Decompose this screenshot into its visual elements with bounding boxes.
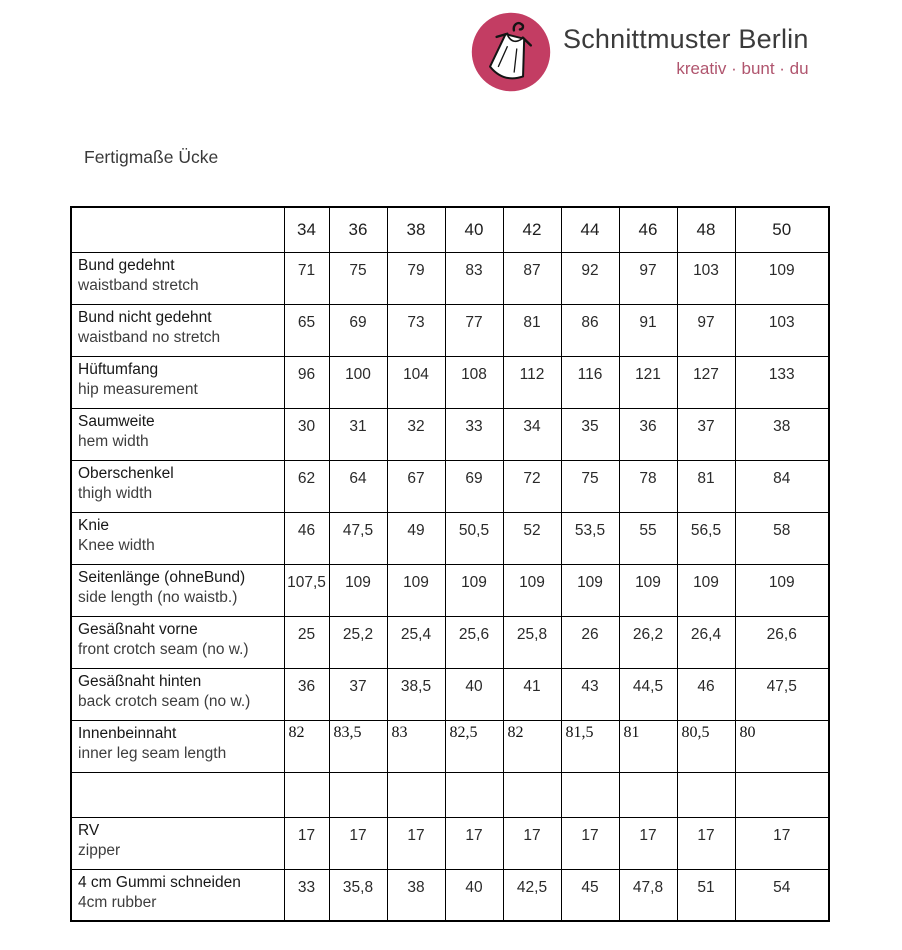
measurement-value-cell: 30	[284, 408, 329, 460]
measurement-value-cell: 17	[284, 817, 329, 869]
measurement-value-cell: 121	[619, 356, 677, 408]
measurement-value-cell	[284, 772, 329, 817]
dress-hanger-icon	[471, 12, 551, 92]
label-german: Oberschenkel	[78, 464, 174, 482]
measurement-value-cell: 97	[619, 252, 677, 304]
measurement-value-cell: 25,8	[503, 616, 561, 668]
measurement-value-cell: 36	[284, 668, 329, 720]
size-column-header: 46	[619, 207, 677, 252]
size-table	[70, 206, 830, 922]
size-header-row	[71, 207, 829, 252]
label-english: zipper	[78, 842, 121, 860]
measurement-value-cell: 103	[677, 252, 735, 304]
measurement-value-cell: 47,5	[735, 668, 829, 720]
measurement-value-cell	[445, 772, 503, 817]
measurement-value-cell: 109	[445, 564, 503, 616]
label-english: hip measurement	[78, 381, 198, 399]
measurement-value-cell: 33	[445, 408, 503, 460]
measurement-label-cell	[71, 668, 284, 720]
label-english: back crotch seam (no w.)	[78, 693, 251, 711]
label-english: waistband no stretch	[78, 329, 221, 347]
table-row	[71, 408, 829, 460]
measurement-value-cell: 35,8	[329, 869, 387, 921]
measurement-label-cell	[71, 512, 284, 564]
table-row	[71, 252, 829, 304]
label-english: waistband stretch	[78, 277, 199, 295]
measurement-value-cell	[735, 772, 829, 817]
measurement-value-cell: 109	[735, 564, 829, 616]
measurement-value-cell: 79	[387, 252, 445, 304]
brand-name: Schnittmuster Berlin	[563, 24, 809, 54]
measurement-value-cell: 46	[284, 512, 329, 564]
brand-tagline: kreativ · bunt · du	[676, 59, 809, 78]
measurement-value-cell: 17	[445, 817, 503, 869]
measurement-label-cell	[71, 772, 284, 817]
measurement-value-cell: 25,2	[329, 616, 387, 668]
measurement-value-cell: 26,6	[735, 616, 829, 668]
measurement-label-cell	[71, 408, 284, 460]
size-column-header: 40	[445, 207, 503, 252]
label-english: hem width	[78, 433, 149, 451]
measurement-value-cell: 72	[503, 460, 561, 512]
measurement-value-cell: 86	[561, 304, 619, 356]
table-row	[71, 668, 829, 720]
measurement-value-cell: 69	[445, 460, 503, 512]
size-column-header: 44	[561, 207, 619, 252]
measurement-value-cell: 75	[561, 460, 619, 512]
measurement-value-cell: 25	[284, 616, 329, 668]
measurement-value-cell: 83	[387, 720, 445, 772]
measurement-value-cell: 109	[503, 564, 561, 616]
measurement-value-cell: 26	[561, 616, 619, 668]
measurement-value-cell: 75	[329, 252, 387, 304]
measurement-value-cell: 71	[284, 252, 329, 304]
size-column-header: 36	[329, 207, 387, 252]
table-row	[71, 564, 829, 616]
measurement-value-cell: 32	[387, 408, 445, 460]
measurement-value-cell: 103	[735, 304, 829, 356]
measurement-value-cell: 109	[561, 564, 619, 616]
measurement-value-cell: 69	[329, 304, 387, 356]
label-english: thigh width	[78, 485, 153, 503]
measurement-value-cell: 55	[619, 512, 677, 564]
measurement-value-cell: 100	[329, 356, 387, 408]
measurement-value-cell: 44,5	[619, 668, 677, 720]
table-row	[71, 304, 829, 356]
table-corner-cell	[71, 207, 284, 252]
measurement-value-cell: 87	[503, 252, 561, 304]
label-german: RV	[78, 821, 100, 839]
measurement-value-cell: 65	[284, 304, 329, 356]
measurement-value-cell: 54	[735, 869, 829, 921]
measurement-value-cell: 38	[387, 869, 445, 921]
measurement-value-cell: 83	[445, 252, 503, 304]
label-german: Knie	[78, 516, 110, 534]
label-german: Gesäßnaht vorne	[78, 620, 198, 638]
measurement-value-cell: 107,5	[284, 564, 329, 616]
measurement-value-cell: 31	[329, 408, 387, 460]
measurement-value-cell	[619, 772, 677, 817]
measurement-label-cell	[71, 252, 284, 304]
table-row	[71, 869, 829, 921]
label-german: Innenbeinnaht	[78, 724, 177, 742]
measurement-label-cell	[71, 720, 284, 772]
size-column-header: 38	[387, 207, 445, 252]
size-column-header: 42	[503, 207, 561, 252]
brand-text-block	[563, 24, 809, 79]
measurement-value-cell: 26,4	[677, 616, 735, 668]
table-row	[71, 460, 829, 512]
size-column-header: 50	[735, 207, 829, 252]
measurement-value-cell: 82,5	[445, 720, 503, 772]
measurement-value-cell: 96	[284, 356, 329, 408]
label-german: Saumweite	[78, 412, 155, 430]
label-german: Gesäßnaht hinten	[78, 672, 202, 690]
label-german: 4 cm Gummi schneiden	[78, 873, 241, 891]
size-column-header: 48	[677, 207, 735, 252]
measurement-value-cell: 17	[503, 817, 561, 869]
table-row	[71, 616, 829, 668]
label-english: Knee width	[78, 537, 155, 555]
measurement-value-cell	[677, 772, 735, 817]
measurement-value-cell: 77	[445, 304, 503, 356]
measurement-value-cell: 104	[387, 356, 445, 408]
measurement-value-cell: 46	[677, 668, 735, 720]
measurement-value-cell	[503, 772, 561, 817]
table-row	[71, 772, 829, 817]
measurement-value-cell: 17	[561, 817, 619, 869]
table-row	[71, 817, 829, 869]
table-row	[71, 720, 829, 772]
measurement-value-cell	[561, 772, 619, 817]
measurement-value-cell: 97	[677, 304, 735, 356]
measurement-value-cell: 40	[445, 668, 503, 720]
measurement-value-cell: 112	[503, 356, 561, 408]
measurement-value-cell	[387, 772, 445, 817]
measurement-value-cell: 109	[329, 564, 387, 616]
measurement-value-cell: 81	[503, 304, 561, 356]
measurement-value-cell: 84	[735, 460, 829, 512]
measurement-value-cell: 83,5	[329, 720, 387, 772]
measurement-value-cell: 58	[735, 512, 829, 564]
measurement-value-cell: 52	[503, 512, 561, 564]
label-german: Seitenlänge (ohneBund)	[78, 568, 246, 586]
measurement-value-cell: 81	[619, 720, 677, 772]
measurement-label-cell	[71, 356, 284, 408]
measurement-value-cell: 116	[561, 356, 619, 408]
measurement-value-cell: 108	[445, 356, 503, 408]
measurement-value-cell: 81	[677, 460, 735, 512]
label-german: Hüftumfang	[78, 360, 159, 378]
measurement-label-cell	[71, 817, 284, 869]
measurement-value-cell: 51	[677, 869, 735, 921]
measurement-value-cell: 17	[619, 817, 677, 869]
measurement-value-cell: 38	[735, 408, 829, 460]
label-english: side length (no waistb.)	[78, 589, 238, 607]
measurement-value-cell: 80,5	[677, 720, 735, 772]
table-row	[71, 512, 829, 564]
measurement-value-cell: 33	[284, 869, 329, 921]
measurement-value-cell: 17	[677, 817, 735, 869]
measurement-value-cell: 78	[619, 460, 677, 512]
label-german: Bund gedehnt	[78, 256, 175, 274]
measurement-value-cell: 109	[735, 252, 829, 304]
measurement-value-cell: 17	[735, 817, 829, 869]
measurement-value-cell: 49	[387, 512, 445, 564]
measurement-value-cell: 81,5	[561, 720, 619, 772]
label-english: front crotch seam (no w.)	[78, 641, 249, 659]
measurement-value-cell: 64	[329, 460, 387, 512]
measurement-value-cell: 26,2	[619, 616, 677, 668]
measurement-value-cell: 133	[735, 356, 829, 408]
measurement-value-cell: 67	[387, 460, 445, 512]
measurement-value-cell: 62	[284, 460, 329, 512]
measurement-label-cell	[71, 869, 284, 921]
measurement-value-cell: 37	[677, 408, 735, 460]
page-title: Fertigmaße Ücke	[84, 147, 219, 167]
measurement-value-cell: 127	[677, 356, 735, 408]
measurement-value-cell: 56,5	[677, 512, 735, 564]
measurement-value-cell: 40	[445, 869, 503, 921]
measurement-value-cell: 82	[284, 720, 329, 772]
measurement-value-cell: 43	[561, 668, 619, 720]
measurement-value-cell: 45	[561, 869, 619, 921]
label-english: 4cm rubber	[78, 894, 157, 912]
measurement-value-cell: 91	[619, 304, 677, 356]
measurement-value-cell: 109	[677, 564, 735, 616]
label-german: Bund nicht gedehnt	[78, 308, 212, 326]
measurement-value-cell	[329, 772, 387, 817]
measurement-value-cell: 38,5	[387, 668, 445, 720]
measurement-label-cell	[71, 460, 284, 512]
brand-logo	[471, 12, 551, 92]
measurement-label-cell	[71, 304, 284, 356]
measurement-value-cell: 82	[503, 720, 561, 772]
measurement-label-cell	[71, 616, 284, 668]
measurement-value-cell: 80	[735, 720, 829, 772]
measurement-value-cell: 41	[503, 668, 561, 720]
measurement-value-cell: 42,5	[503, 869, 561, 921]
measurement-value-cell: 109	[619, 564, 677, 616]
measurement-value-cell: 92	[561, 252, 619, 304]
label-english: inner leg seam length	[78, 745, 227, 763]
measurement-value-cell: 73	[387, 304, 445, 356]
measurement-value-cell: 53,5	[561, 512, 619, 564]
measurement-value-cell: 25,6	[445, 616, 503, 668]
measurement-value-cell: 47,5	[329, 512, 387, 564]
measurement-value-cell: 47,8	[619, 869, 677, 921]
measurement-value-cell: 37	[329, 668, 387, 720]
table-row	[71, 356, 829, 408]
measurement-value-cell: 50,5	[445, 512, 503, 564]
measurement-value-cell: 36	[619, 408, 677, 460]
measurement-label-cell	[71, 564, 284, 616]
measurement-value-cell: 17	[387, 817, 445, 869]
measurement-value-cell: 109	[387, 564, 445, 616]
measurement-value-cell: 34	[503, 408, 561, 460]
measurement-value-cell: 35	[561, 408, 619, 460]
size-column-header: 34	[284, 207, 329, 252]
measurement-value-cell: 17	[329, 817, 387, 869]
measurement-value-cell: 25,4	[387, 616, 445, 668]
